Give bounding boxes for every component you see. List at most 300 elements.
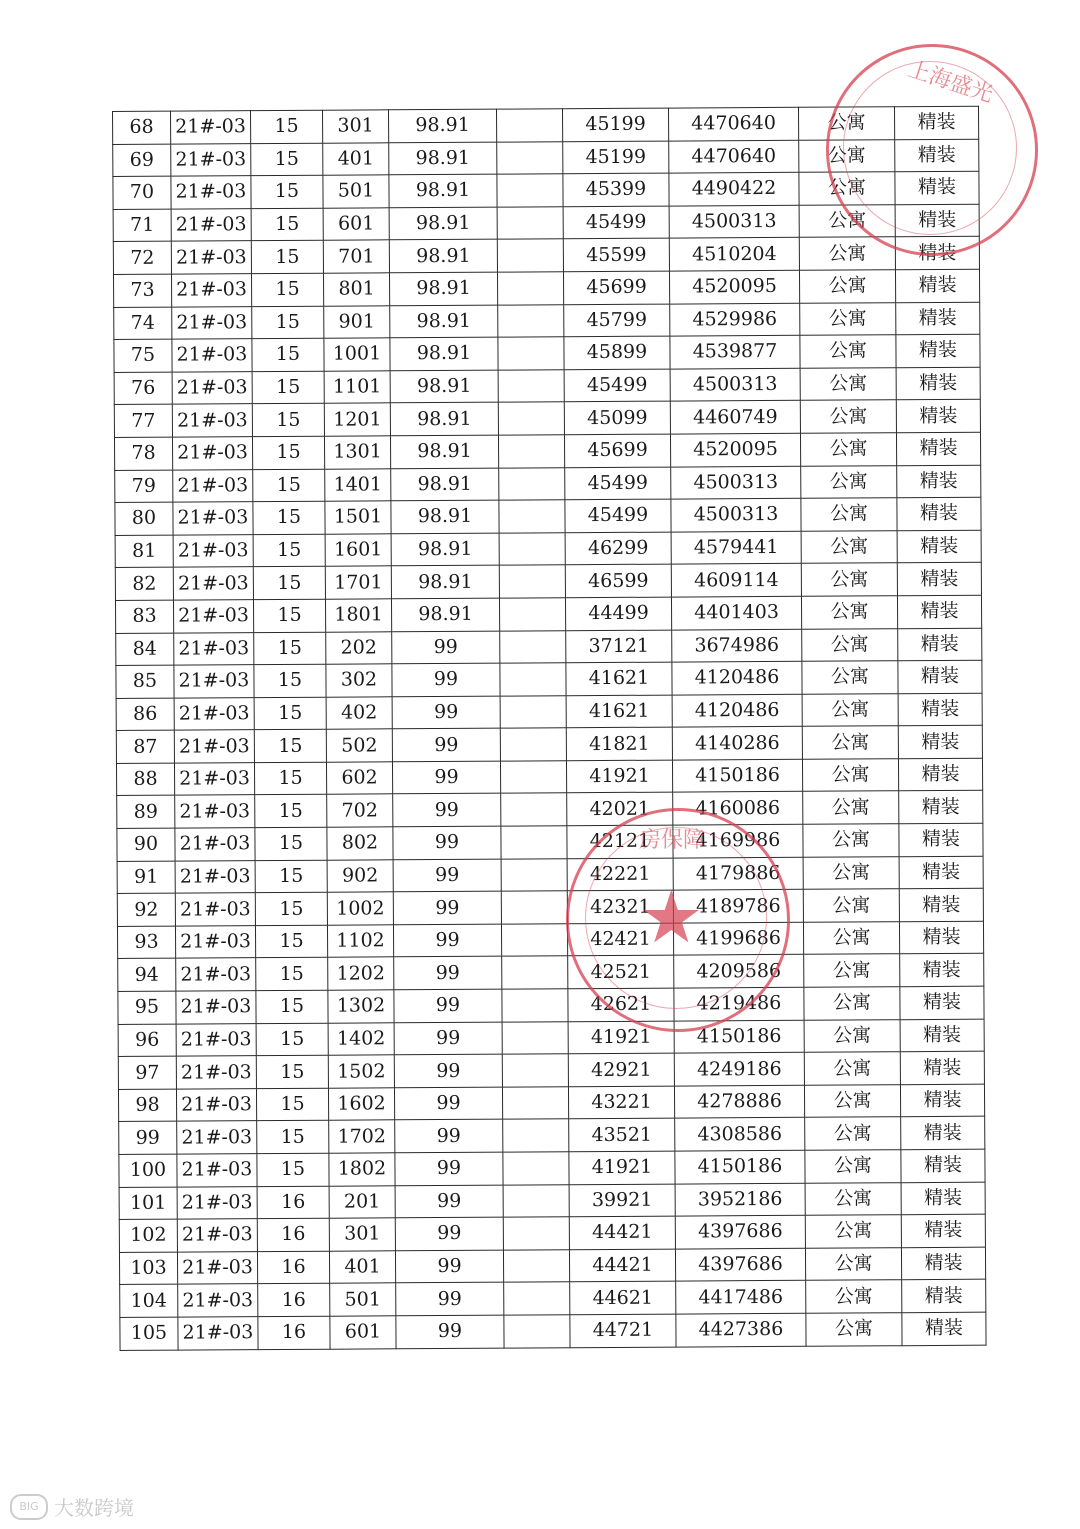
cell-unit-price: 45499 — [563, 206, 669, 239]
cell-floor: 15 — [251, 273, 323, 306]
cell-blank — [500, 728, 566, 761]
cell-blank — [497, 272, 563, 305]
cell-blank — [503, 1217, 569, 1250]
cell-unit-price: 45899 — [564, 336, 670, 369]
cell-building: 21#-03 — [172, 404, 252, 437]
cell-unit: 501 — [330, 1283, 396, 1316]
cell-unit: 301 — [329, 1218, 395, 1251]
cell-usage: 公寓 — [804, 1052, 900, 1085]
cell-unit: 802 — [327, 827, 393, 860]
table-row — [117, 888, 983, 926]
cell-building: 21#-03 — [172, 437, 252, 470]
cell-decoration: 精装 — [896, 367, 980, 400]
cell-unit-price: 42921 — [568, 1053, 674, 1086]
cell-blank — [497, 207, 563, 240]
cell-usage: 公寓 — [802, 628, 898, 661]
cell-unit-price: 45699 — [564, 434, 670, 467]
cell-building: 21#-03 — [178, 1317, 258, 1350]
cell-building: 21#-03 — [173, 567, 253, 600]
cell-total-price: 4460749 — [670, 401, 800, 434]
cell-usage: 公寓 — [801, 498, 897, 531]
cell-blank — [502, 1054, 568, 1087]
cell-seq: 88 — [116, 763, 174, 796]
cell-unit-price: 43221 — [568, 1086, 674, 1119]
cell-usage: 公寓 — [800, 302, 896, 335]
cell-blank — [502, 989, 568, 1022]
cell-building: 21#-03 — [175, 860, 255, 893]
cell-decoration: 精装 — [895, 139, 979, 172]
cell-usage: 公寓 — [801, 530, 897, 563]
cell-usage: 公寓 — [799, 204, 895, 237]
cell-decoration: 精装 — [899, 921, 983, 954]
cell-total-price: 4520095 — [669, 270, 799, 303]
cell-floor: 15 — [251, 241, 323, 274]
cell-floor: 15 — [254, 729, 326, 762]
cell-unit: 202 — [326, 631, 392, 664]
table-row — [116, 758, 982, 796]
table-row — [118, 1051, 984, 1089]
cell-area: 98.91 — [391, 468, 499, 501]
cell-unit-price: 42221 — [567, 858, 673, 891]
cell-area: 99 — [395, 1217, 503, 1250]
cell-usage: 公寓 — [805, 1215, 901, 1248]
cell-total-price: 4470640 — [668, 107, 798, 140]
cell-decoration: 精装 — [898, 628, 982, 661]
cell-total-price: 4520095 — [670, 433, 800, 466]
cell-area: 98.91 — [391, 500, 499, 533]
cell-area: 99 — [392, 761, 500, 794]
cell-building: 21#-03 — [174, 632, 254, 665]
cell-unit: 401 — [329, 1251, 395, 1284]
cell-unit-price: 45199 — [563, 141, 669, 174]
cell-decoration: 精装 — [902, 1312, 986, 1345]
cell-seq: 94 — [118, 959, 176, 992]
cell-unit-price: 45099 — [564, 401, 670, 434]
cell-area: 98.91 — [390, 402, 498, 435]
cell-blank — [498, 402, 564, 435]
cell-area: 99 — [392, 631, 500, 664]
cell-blank — [502, 1087, 568, 1120]
cell-unit: 501 — [323, 175, 389, 208]
seal-text: 房保障 — [639, 828, 706, 853]
cell-area: 99 — [393, 794, 501, 827]
cell-decoration: 精装 — [896, 302, 980, 335]
cell-area: 98.91 — [390, 337, 498, 370]
cell-floor: 16 — [257, 1218, 329, 1251]
cell-seq: 91 — [117, 861, 175, 894]
cell-blank — [498, 435, 564, 468]
cell-usage: 公寓 — [802, 726, 898, 759]
cell-unit-price: 42321 — [567, 890, 673, 923]
cell-total-price: 4539877 — [670, 335, 800, 368]
cell-unit: 302 — [326, 664, 392, 697]
cell-blank — [497, 239, 563, 272]
cell-unit-price: 46599 — [565, 564, 671, 597]
cell-decoration: 精装 — [896, 400, 980, 433]
table-row — [113, 237, 979, 275]
cell-area: 99 — [394, 989, 502, 1022]
cell-floor: 15 — [254, 632, 326, 665]
cell-floor: 15 — [252, 371, 324, 404]
cell-decoration: 精装 — [901, 1247, 985, 1280]
cell-decoration: 精装 — [897, 465, 981, 498]
cell-seq: 74 — [114, 307, 172, 340]
table-row — [113, 171, 979, 209]
cell-building: 21#-03 — [177, 1186, 257, 1219]
cell-area: 99 — [394, 1087, 502, 1120]
cell-floor: 15 — [253, 501, 325, 534]
cell-building: 21#-03 — [171, 241, 251, 274]
table-row — [114, 302, 980, 340]
cell-floor: 15 — [256, 1088, 328, 1121]
cell-unit: 1401 — [325, 468, 391, 501]
cell-area: 99 — [393, 859, 501, 892]
cell-unit-price: 44421 — [569, 1216, 675, 1249]
cell-floor: 15 — [251, 175, 323, 208]
table-row — [113, 139, 979, 177]
table-row — [115, 563, 981, 601]
cell-usage: 公寓 — [802, 693, 898, 726]
cell-unit-price: 39921 — [569, 1184, 675, 1217]
table-row — [115, 497, 981, 535]
table-row — [118, 954, 984, 992]
cell-total-price: 4417486 — [676, 1281, 806, 1314]
cell-decoration: 精装 — [895, 171, 979, 204]
cell-total-price: 4120486 — [672, 661, 802, 694]
cell-decoration: 精装 — [897, 497, 981, 530]
cell-usage: 公寓 — [800, 335, 896, 368]
cell-unit: 301 — [322, 110, 388, 143]
cell-area: 99 — [395, 1185, 503, 1218]
cell-seq: 104 — [120, 1284, 178, 1317]
cell-floor: 15 — [254, 697, 326, 730]
cell-total-price: 4308586 — [675, 1118, 805, 1151]
cell-unit-price: 41821 — [566, 727, 672, 760]
cell-floor: 15 — [254, 664, 326, 697]
cell-unit: 401 — [323, 142, 389, 175]
cell-decoration: 精装 — [900, 986, 984, 1019]
cell-decoration: 精装 — [899, 823, 983, 856]
cell-floor: 15 — [257, 1121, 329, 1154]
cell-total-price: 4179886 — [673, 857, 803, 890]
cell-floor: 16 — [257, 1186, 329, 1219]
cell-blank — [498, 337, 564, 370]
cell-area: 98.91 — [389, 207, 497, 240]
cell-unit-price: 45499 — [565, 499, 671, 532]
table-row — [118, 1019, 984, 1057]
cell-building: 21#-03 — [176, 991, 256, 1024]
cell-decoration: 精装 — [901, 1214, 985, 1247]
cell-unit: 701 — [323, 240, 389, 273]
cell-seq: 83 — [115, 600, 173, 633]
cell-total-price: 4529986 — [670, 303, 800, 336]
cell-usage: 公寓 — [805, 1150, 901, 1183]
cell-total-price: 4500313 — [670, 368, 800, 401]
cell-blank — [501, 924, 567, 957]
cell-total-price: 4189786 — [673, 890, 803, 923]
cell-unit: 902 — [327, 859, 393, 892]
cell-seq: 73 — [113, 274, 171, 307]
cell-unit-price: 45799 — [564, 304, 670, 337]
cell-unit-price: 43521 — [569, 1118, 675, 1151]
cell-unit: 901 — [324, 305, 390, 338]
cell-seq: 103 — [119, 1252, 177, 1285]
table-row — [119, 1182, 985, 1220]
cell-unit: 1102 — [327, 925, 393, 958]
cell-usage: 公寓 — [801, 465, 897, 498]
cell-unit-price: 42421 — [567, 923, 673, 956]
cell-blank — [503, 1184, 569, 1217]
cell-decoration: 精装 — [897, 595, 981, 628]
table-row — [114, 367, 980, 405]
cell-unit-price: 45399 — [563, 173, 669, 206]
cell-area: 99 — [395, 1250, 503, 1283]
cell-unit-price: 46299 — [565, 532, 671, 565]
cell-usage: 公寓 — [803, 791, 899, 824]
table-row — [114, 400, 980, 438]
cell-floor: 15 — [256, 958, 328, 991]
cell-seq: 79 — [115, 470, 173, 503]
cell-seq: 69 — [113, 144, 171, 177]
cell-unit-price: 42621 — [568, 988, 674, 1021]
cell-usage: 公寓 — [805, 1182, 901, 1215]
cell-decoration: 精装 — [896, 432, 980, 465]
cell-area: 99 — [394, 1054, 502, 1087]
cell-floor: 15 — [251, 208, 323, 241]
table-row — [119, 1149, 985, 1187]
cell-area: 99 — [393, 924, 501, 957]
cell-unit: 1702 — [329, 1120, 395, 1153]
table-row — [119, 1117, 985, 1155]
cell-unit: 801 — [323, 273, 389, 306]
cell-area: 98.91 — [391, 565, 499, 598]
cell-decoration: 精装 — [898, 693, 982, 726]
table-body — [113, 106, 987, 1350]
cell-seq: 87 — [116, 730, 174, 763]
cell-decoration: 精装 — [894, 106, 978, 139]
cell-floor: 15 — [251, 110, 323, 143]
cell-total-price: 4510204 — [669, 238, 799, 271]
cell-seq: 96 — [118, 1024, 176, 1057]
cell-usage: 公寓 — [804, 1019, 900, 1052]
cell-floor: 15 — [252, 404, 324, 437]
cell-floor: 15 — [255, 892, 327, 925]
table-row — [114, 432, 980, 470]
cell-area: 99 — [392, 728, 500, 761]
cell-unit-price: 42021 — [567, 793, 673, 826]
cell-usage: 公寓 — [804, 954, 900, 987]
cell-area: 99 — [393, 826, 501, 859]
cell-total-price: 4401403 — [671, 596, 801, 629]
cell-building: 21#-03 — [172, 339, 252, 372]
cell-seq: 71 — [113, 209, 171, 242]
cell-seq: 95 — [118, 991, 176, 1024]
watermark-logo-icon: BIG — [10, 1494, 48, 1520]
cell-floor: 15 — [253, 469, 325, 502]
cell-total-price: 3952186 — [675, 1183, 805, 1216]
cell-floor: 15 — [255, 860, 327, 893]
cell-unit: 601 — [323, 208, 389, 241]
cell-area: 98.91 — [391, 533, 499, 566]
cell-seq: 84 — [116, 633, 174, 666]
cell-blank — [501, 891, 567, 924]
table-row — [120, 1280, 986, 1318]
cell-blank — [502, 1021, 568, 1054]
cell-building: 21#-03 — [172, 306, 252, 339]
table-row — [119, 1214, 985, 1252]
table-row — [116, 628, 982, 666]
cell-blank — [501, 858, 567, 891]
cell-usage: 公寓 — [799, 270, 895, 303]
table-row — [117, 823, 983, 861]
cell-building: 21#-03 — [175, 893, 255, 926]
cell-building: 21#-03 — [171, 274, 251, 307]
cell-blank — [503, 1119, 569, 1152]
cell-area: 99 — [396, 1315, 504, 1348]
cell-area: 99 — [394, 1022, 502, 1055]
table-row — [119, 1247, 985, 1285]
cell-total-price: 4397686 — [675, 1248, 805, 1281]
cell-decoration: 精装 — [899, 791, 983, 824]
cell-blank — [500, 761, 566, 794]
cell-floor: 15 — [251, 143, 323, 176]
cell-usage: 公寓 — [801, 563, 897, 596]
cell-unit: 1101 — [324, 371, 390, 404]
table-row — [115, 530, 981, 568]
cell-usage: 公寓 — [802, 759, 898, 792]
cell-decoration: 精装 — [898, 758, 982, 791]
cell-floor: 15 — [255, 925, 327, 958]
cell-building: 21#-03 — [176, 958, 256, 991]
cell-total-price: 4150186 — [675, 1150, 805, 1183]
cell-seq: 102 — [119, 1219, 177, 1252]
cell-blank — [499, 598, 565, 631]
cell-unit-price: 45699 — [563, 271, 669, 304]
cell-decoration: 精装 — [895, 204, 979, 237]
cell-decoration: 精装 — [898, 725, 982, 758]
price-table — [112, 106, 987, 1351]
cell-unit: 201 — [329, 1185, 395, 1218]
cell-floor: 15 — [255, 827, 327, 860]
cell-unit: 602 — [326, 762, 392, 795]
cell-floor: 15 — [252, 306, 324, 339]
cell-usage: 公寓 — [803, 922, 899, 955]
cell-decoration: 精装 — [901, 1149, 985, 1182]
cell-building: 21#-03 — [177, 1251, 257, 1284]
cell-seq: 75 — [114, 339, 172, 372]
cell-building: 21#-03 — [174, 665, 254, 698]
cell-floor: 15 — [257, 1153, 329, 1186]
cell-building: 21#-03 — [177, 1121, 257, 1154]
table-row — [118, 986, 984, 1024]
table-row — [120, 1312, 986, 1350]
cell-blank — [499, 500, 565, 533]
cell-seq: 89 — [117, 796, 175, 829]
cell-total-price: 4219486 — [674, 987, 804, 1020]
cell-seq: 82 — [115, 567, 173, 600]
cell-unit-price: 45499 — [565, 467, 671, 500]
cell-area: 98.91 — [389, 174, 497, 207]
table-row — [117, 921, 983, 959]
cell-area: 99 — [394, 957, 502, 990]
cell-usage: 公寓 — [803, 889, 899, 922]
cell-blank — [503, 1152, 569, 1185]
cell-seq: 101 — [119, 1187, 177, 1220]
cell-unit-price: 41621 — [566, 695, 672, 728]
cell-total-price: 4397686 — [675, 1215, 805, 1248]
cell-building: 21#-03 — [177, 1219, 257, 1252]
cell-building: 21#-03 — [177, 1154, 257, 1187]
cell-unit: 1502 — [328, 1055, 394, 1088]
cell-usage: 公寓 — [805, 1247, 901, 1280]
cell-decoration: 精装 — [897, 530, 981, 563]
cell-floor: 16 — [257, 1251, 329, 1284]
cell-area: 98.91 — [389, 142, 497, 175]
cell-usage: 公寓 — [799, 139, 895, 172]
cell-total-price: 4150186 — [674, 1020, 804, 1053]
cell-blank — [497, 174, 563, 207]
cell-seq: 93 — [117, 926, 175, 959]
cell-building: 21#-03 — [171, 111, 251, 144]
cell-floor: 16 — [258, 1284, 330, 1317]
cell-building: 21#-03 — [178, 1284, 258, 1317]
cell-floor: 16 — [258, 1316, 330, 1349]
cell-blank — [499, 467, 565, 500]
cell-total-price: 4500313 — [671, 466, 801, 499]
cell-building: 21#-03 — [173, 600, 253, 633]
cell-total-price: 4490422 — [669, 172, 799, 205]
cell-unit: 1002 — [327, 892, 393, 925]
cell-area: 99 — [393, 891, 501, 924]
cell-usage: 公寓 — [798, 107, 894, 140]
cell-building: 21#-03 — [171, 208, 251, 241]
cell-unit-price: 41921 — [569, 1151, 675, 1184]
cell-total-price: 4209586 — [674, 955, 804, 988]
cell-unit: 502 — [326, 729, 392, 762]
cell-building: 21#-03 — [176, 1023, 256, 1056]
cell-building: 21#-03 — [171, 143, 251, 176]
cell-building: 21#-03 — [174, 730, 254, 763]
cell-unit: 1202 — [328, 957, 394, 990]
cell-usage: 公寓 — [800, 433, 896, 466]
table-row — [117, 856, 983, 894]
watermark — [10, 1492, 134, 1521]
cell-seq: 68 — [113, 111, 171, 144]
cell-total-price: 4427386 — [676, 1313, 806, 1346]
cell-floor: 15 — [253, 567, 325, 600]
cell-usage: 公寓 — [803, 856, 899, 889]
cell-floor: 15 — [256, 1055, 328, 1088]
cell-total-price: 4120486 — [672, 694, 802, 727]
cell-unit: 402 — [326, 696, 392, 729]
cell-total-price: 4140286 — [672, 727, 802, 760]
cell-unit: 1802 — [329, 1153, 395, 1186]
cell-decoration: 精装 — [900, 1019, 984, 1052]
cell-decoration: 精装 — [901, 1182, 985, 1215]
cell-unit: 601 — [330, 1316, 396, 1349]
cell-blank — [497, 141, 563, 174]
cell-floor: 15 — [256, 1023, 328, 1056]
cell-seq: 100 — [119, 1154, 177, 1187]
cell-unit: 1701 — [325, 566, 391, 599]
cell-unit: 702 — [327, 794, 393, 827]
cell-unit-price: 41921 — [566, 760, 672, 793]
table-row — [113, 269, 979, 307]
cell-area: 98.91 — [391, 598, 499, 631]
star-icon: ★ — [639, 875, 704, 959]
cell-unit-price: 44421 — [569, 1249, 675, 1282]
cell-building: 21#-03 — [175, 925, 255, 958]
